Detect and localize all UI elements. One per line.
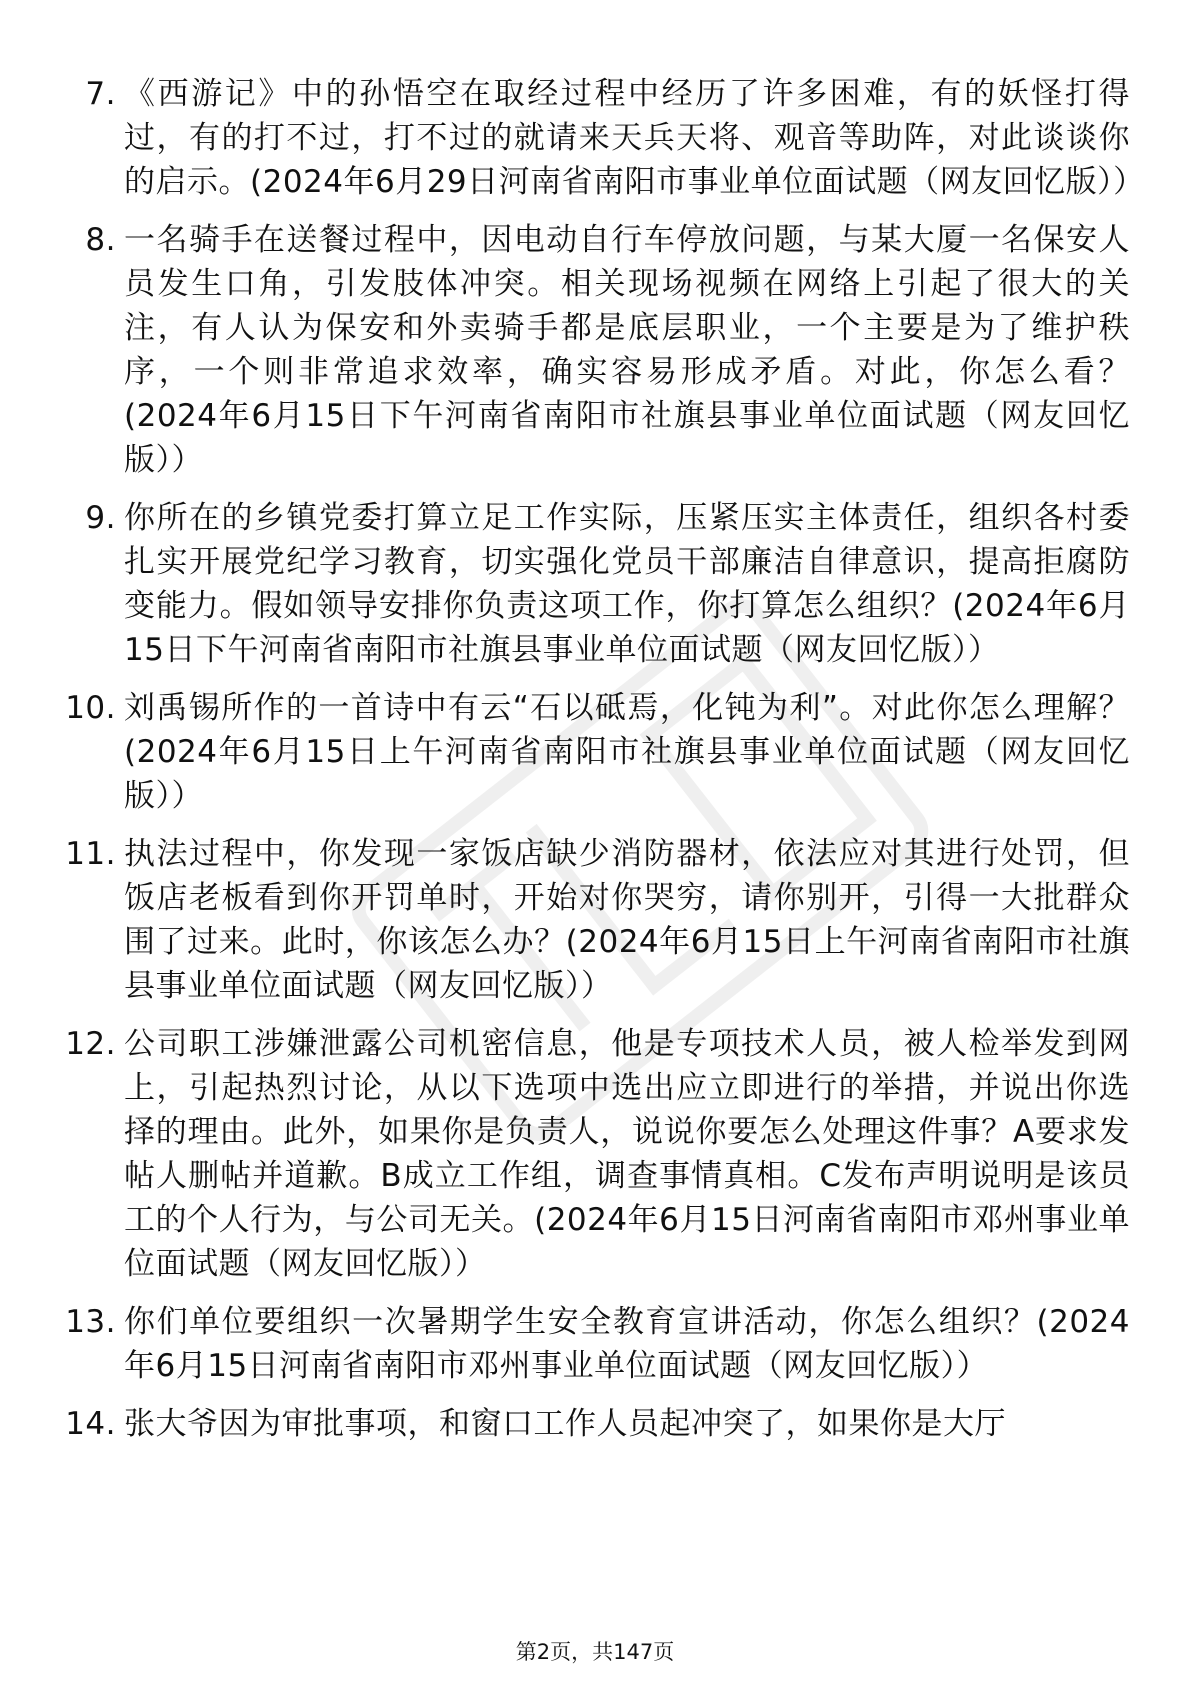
question-number: 13.: [65, 1304, 116, 1340]
question-item: [60, 1402, 1130, 1446]
question-number: 10.: [65, 690, 116, 726]
question-text: 《西游记》中的孙悟空在取经过程中经历了许多困难，有的妖怪打得过，有的打不过，打不过的就请来天兵天将、观音等助阵，对此谈谈你的启示。(2024年6月29日河南省南阳市事业单位面试题（网友回忆版））: [124, 76, 1145, 200]
question-text: 一名骑手在送餐过程中，因电动自行车停放问题，与某大厦一名保安人员发生口角，引发肢体冲突。相关现场视频在网络上引起了很大的关注，有人认为保安和外卖骑手都是底层职业，一个主要是为了维护秩序，一个则非常追求效率，确实容易形成矛盾。对此，你怎么看？(2024年6月15日下午河南省南阳市社旗县事业单位面试题（网友回忆版））: [124, 222, 1130, 478]
question-text: 公司职工涉嫌泄露公司机密信息，他是专项技术人员，被人检举发到网上，引起热烈讨论，从以下选项中选出应立即进行的举措，并说出你选择的理由。此外，如果你是负责人，说说你要怎么处理这件事？A要求发帖人删帖并道歉。B成立工作组，调查事情真相。C发布声明说明是该员工的个人行为，与公司无关。(2024年6月15日河南省南阳市邓州事业单位面试题（网友回忆版））: [124, 1026, 1130, 1282]
question-list: [60, 72, 1145, 1460]
question-number: 8.: [85, 222, 116, 258]
question-item: [60, 1022, 1130, 1286]
question-text: 你所在的乡镇党委打算立足工作实际，压紧压实主体责任，组织各村委扎实开展党纪学习教育，切实强化党员干部廉洁自律意识，提高拒腐防变能力。假如领导安排你负责这项工作，你打算怎么组织？(2024年6月15日下午河南省南阳市社旗县事业单位面试题（网友回忆版））: [124, 500, 1130, 668]
question-text: 执法过程中，你发现一家饭店缺少消防器材，依法应对其进行处罚，但饭店老板看到你开罚单时，开始对你哭穷，请你别开，引得一大批群众围了过来。此时，你该怎么办？(2024年6月15日上午河南省南阳市社旗县事业单位面试题（网友回忆版））: [124, 836, 1130, 1004]
question-item: [60, 72, 1145, 204]
question-item: [60, 496, 1130, 672]
question-item: [60, 686, 1130, 818]
question-text: 刘禹锡所作的一首诗中有云“石以砥焉，化钝为利”。对此你怎么理解？(2024年6月15日上午河南省南阳市社旗县事业单位面试题（网友回忆版））: [124, 690, 1130, 814]
question-item: [60, 832, 1130, 1008]
question-text: 你们单位要组织一次暑期学生安全教育宣讲活动，你怎么组织？(2024年6月15日河南省南阳市邓州事业单位面试题（网友回忆版））: [124, 1304, 1130, 1384]
page-footer: 第2页，共147页: [515, 1640, 675, 1664]
question-number: 9.: [85, 500, 116, 536]
question-number: 12.: [65, 1026, 116, 1062]
question-number: 7.: [85, 76, 116, 112]
question-item: [60, 218, 1130, 482]
question-text: 张大爷因为审批事项，和窗口工作人员起冲突了，如果你是大厅: [124, 1406, 1006, 1442]
question-number: 11.: [65, 836, 116, 872]
question-item: [60, 1300, 1130, 1388]
question-number: 14.: [65, 1406, 116, 1442]
